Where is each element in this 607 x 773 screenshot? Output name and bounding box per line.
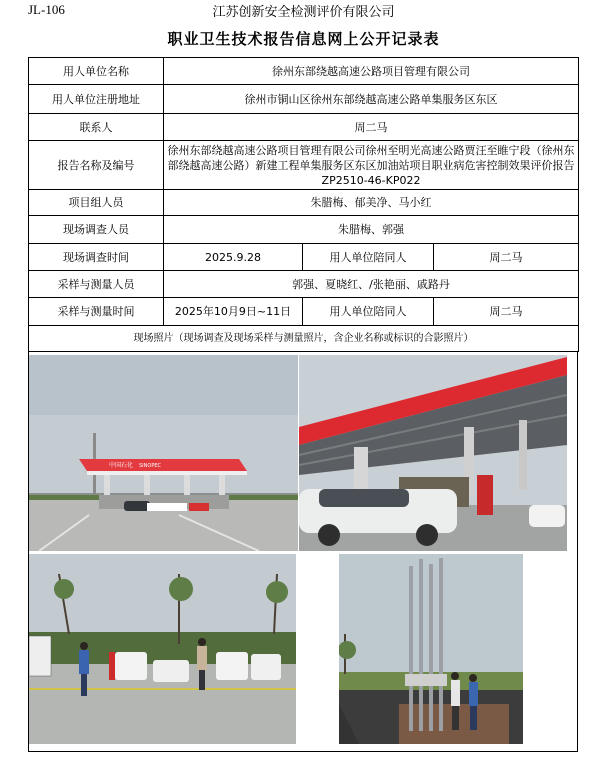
photo-caption: 现场照片（现场调查及现场采样与测量照片，含企业名称或标识的合影照片） xyxy=(29,326,579,352)
address-value: 徐州市铜山区徐州东部绕越高速公路单集服务区东区 xyxy=(164,85,579,114)
sinopec-sign: 中国石化 xyxy=(109,462,134,469)
page-title: 职业卫生技术报告信息网上公开记录表 xyxy=(167,30,440,48)
sampling-escort-label: 用人单位陪同人 xyxy=(303,298,434,326)
address-label: 用人单位注册地址 xyxy=(29,85,164,114)
photo-station-overview xyxy=(29,355,298,551)
sampling-staff-value: 郭强、夏晓红、/张艳丽、戚路丹 xyxy=(164,271,579,298)
report-value: 徐州东部绕越高速公路项目管理有限公司徐州至明光高速公路贾汪至睢宁段（徐州东部绕越高速公路）新建工程单集服务区东区加油站项目职业病危害控制效果评价报告ZP2510-46-KP022 xyxy=(164,141,579,190)
survey-staff-label: 现场调查人员 xyxy=(29,216,164,244)
survey-escort-label: 用人单位陪同人 xyxy=(303,244,434,271)
survey-time-value: 2025.9.28 xyxy=(164,244,303,271)
survey-escort-value: 周二马 xyxy=(434,244,579,271)
team-label: 项目组人员 xyxy=(29,190,164,216)
contact-label: 联系人 xyxy=(29,114,164,141)
photo-canopy-closeup xyxy=(299,355,567,551)
contact-value: 周二马 xyxy=(164,114,579,141)
sampling-time-value: 2025年10月9日~11日 xyxy=(164,298,303,326)
survey-time-label: 现场调查时间 xyxy=(29,244,164,271)
sinopec-en-sign: SINOPEC xyxy=(139,463,161,469)
employer-label: 用人单位名称 xyxy=(29,58,164,85)
sampling-staff-label: 采样与测量人员 xyxy=(29,271,164,298)
sampling-escort-value: 周二马 xyxy=(434,298,579,326)
survey-staff-value: 朱腊梅、郭强 xyxy=(164,216,579,244)
report-label: 报告名称及编号 xyxy=(29,141,164,190)
photo-vent-pipes xyxy=(339,554,523,744)
sampling-time-label: 采样与测量时间 xyxy=(29,298,164,326)
document-code: JL-106 xyxy=(28,2,65,17)
company-name: 江苏创新安全检测评价有限公司 xyxy=(212,5,395,20)
team-value: 朱腊梅、郁美净、马小红 xyxy=(164,190,579,216)
employer-value: 徐州东部绕越高速公路项目管理有限公司 xyxy=(164,58,579,85)
photo-area xyxy=(28,351,578,752)
record-table xyxy=(28,57,579,352)
photo-tank-area xyxy=(29,554,296,744)
